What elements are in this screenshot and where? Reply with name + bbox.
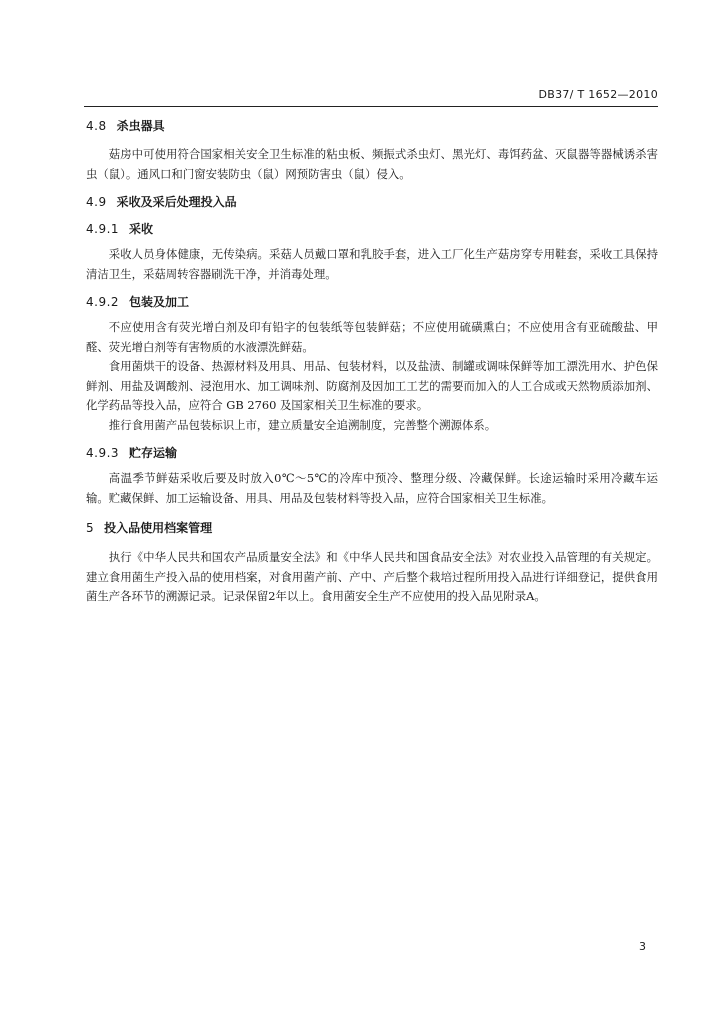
paragraph-4-9-2-a: 不应使用含有荧光增白剂及印有铅字的包装纸等包装鲜菇；不应使用硫磺熏白；不应使用含有亚硫酸盐、甲醛、荧光增白剂等有害物质的水液漂洗鲜菇。: [86, 320, 658, 354]
paragraph-5: 执行《中华人民共和国农产品质量安全法》和《中华人民共和国食品安全法》对农业投入品管理的有关规定。建立食用菌生产投入品的使用档案，对食用菌产前、产中、产后整个栽培过程所用投入品进行详细登记，提供食用菌生产各环节的溯源记录。记录保留2年以上。食用菌安全生产不应使用的投入品见附录A。: [86, 550, 658, 603]
header-divider: [84, 106, 658, 107]
heading-title: 包装及加工: [129, 295, 190, 309]
heading-number: 4.9.1: [86, 222, 120, 236]
heading-title: 采收及采后处理投入品: [116, 195, 237, 209]
heading-4-8: [86, 118, 658, 134]
heading-title: 贮存运输: [129, 446, 178, 460]
heading-4-9-1: [86, 221, 658, 237]
paragraph-4-9-1: 采收人员身体健康，无传染病。采菇人员戴口罩和乳胶手套，进入工厂化生产菇房穿专用鞋套，采收工具保持清洁卫生，采菇周转容器刷洗干净，并消毒处理。: [86, 247, 658, 281]
heading-4-9: [86, 194, 658, 210]
heading-4-9-3: [86, 445, 658, 461]
heading-title: 投入品使用档案管理: [104, 521, 213, 535]
paragraph-4-8: 菇房中可使用符合国家相关安全卫生标准的粘虫板、频振式杀虫灯、黑光灯、毒饵药盆、灭鼠器等器械诱杀害虫（鼠）。通风口和门窗安装防虫（鼠）网预防害虫（鼠）侵入。: [86, 147, 658, 181]
paragraph-4-9-2-b: 食用菌烘干的设备、热源材料及用具、用品、包装材料，以及盐渍、制罐或调味保鲜等加工漂洗用水、护色保鲜剂、用盐及调酸剂、浸泡用水、加工调味剂、防腐剂及因加工工艺的需要而加入的人工合成或天然物质添加剂、化学药品等投入品，应符合 GB 2760 及国家相关卫生标准的要求。: [86, 359, 658, 412]
heading-4-9-2: [86, 294, 658, 310]
heading-title: 采收: [129, 222, 154, 236]
page-number: 3: [639, 940, 646, 953]
paragraph-4-9-2-c: 推行食用菌产品包装标识上市，建立质量安全追溯制度，完善整个溯源体系。: [108, 417, 497, 432]
page-body: [86, 118, 658, 607]
heading-number: 5: [86, 521, 95, 535]
paragraph-4-9-3: 高温季节鲜菇采收后要及时放入0℃～5℃的冷库中预冷、整理分级、冷藏保鲜。长途运输时采用冷藏车运输。贮藏保鲜、加工运输设备、用具、用品及包装材料等投入品，应符合国家相关卫生标准。: [86, 471, 658, 505]
heading-title: 杀虫器具: [116, 119, 165, 133]
heading-5: [86, 520, 658, 536]
heading-number: 4.8: [86, 119, 107, 133]
heading-number: 4.9: [86, 195, 107, 209]
heading-number: 4.9.3: [86, 446, 120, 460]
document-code-header: DB37/ T 1652—2010: [538, 88, 658, 101]
heading-number: 4.9.2: [86, 295, 120, 309]
